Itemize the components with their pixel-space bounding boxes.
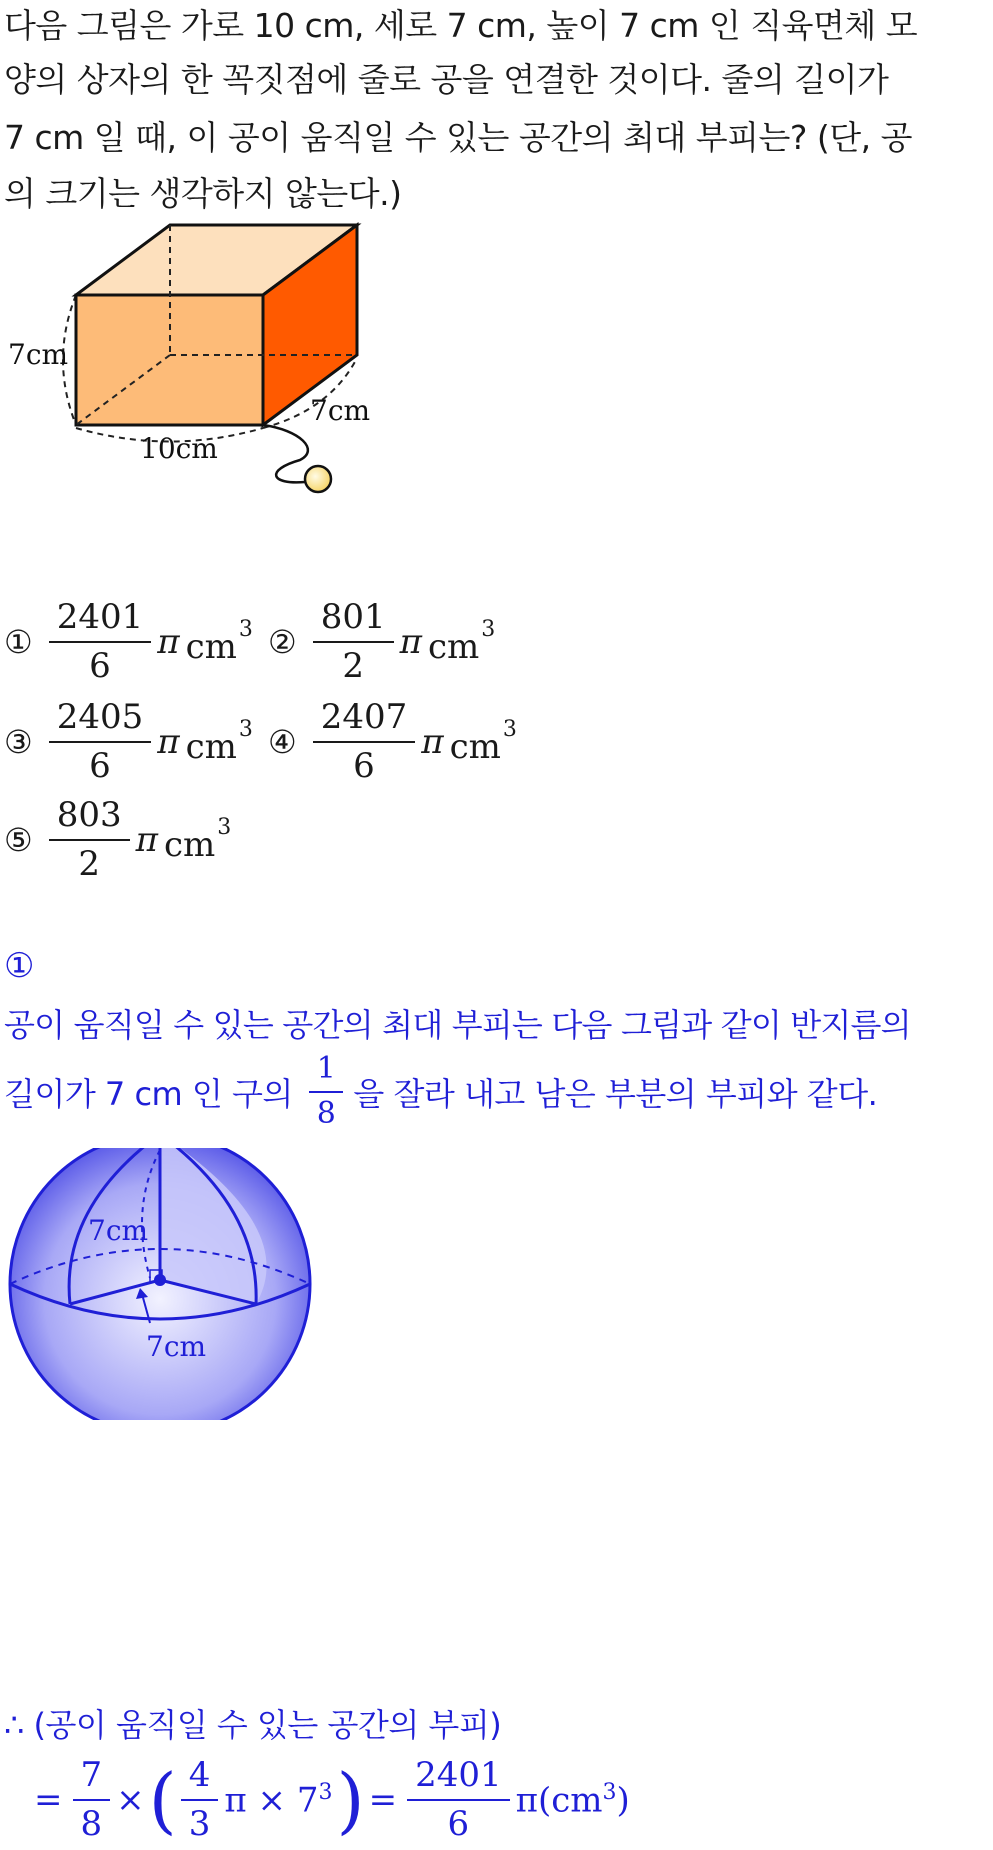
- choice-4[interactable]: [268, 698, 517, 786]
- fraction-7-8: $\frac{7}{8}$: [73, 1756, 111, 1844]
- unit: $cm^3$: [427, 617, 496, 668]
- answer-marker: ①: [4, 946, 35, 986]
- choice-fraction: [313, 698, 416, 786]
- equals-sign-2: =: [368, 1780, 398, 1821]
- denominator: 2: [342, 646, 364, 687]
- choice-fraction: [49, 698, 152, 786]
- question-line-3: 7 cm 일 때, 이 공이 움직일 수 있는 공간의 최대 부피는? (단, 공: [4, 118, 912, 157]
- one-eighth-fraction: $\frac{1}{8}$: [309, 1052, 344, 1131]
- choice-marker: ②: [268, 623, 297, 662]
- numerator: 803: [49, 796, 130, 841]
- choice-3[interactable]: [4, 698, 253, 786]
- therefore-line: ∴ (공이 움직일 수 있는 공간의 부피): [4, 1706, 502, 1744]
- choice-2[interactable]: [268, 598, 495, 686]
- equation-line: [34, 1756, 630, 1844]
- question-line-2: 양의 상자의 한 꼭짓점에 줄로 공을 연결한 것이다. 줄의 길이가: [4, 60, 889, 99]
- explanation-line-2: [4, 1052, 877, 1131]
- sphere-label-horizontal: 7cm: [146, 1330, 207, 1363]
- pi-times-7: $\pi \times 7^3$: [224, 1779, 333, 1821]
- denominator: 6: [89, 646, 111, 687]
- box-figure: [0, 220, 440, 510]
- choice-marker: ⑤: [4, 821, 33, 860]
- label-width: 10cm: [140, 432, 218, 465]
- times-sign: ×: [116, 1780, 145, 1821]
- ball: [305, 466, 331, 492]
- pi-symbol: π: [157, 622, 180, 663]
- sphere-figure: [0, 1148, 320, 1420]
- numerator: 2407: [313, 698, 416, 743]
- center-point: [154, 1274, 166, 1286]
- denominator: 6: [353, 746, 375, 787]
- pi-symbol: π: [399, 622, 422, 663]
- left-paren: (: [148, 1758, 177, 1843]
- denominator: 2: [78, 844, 100, 885]
- unit: $cm^3$: [185, 617, 253, 668]
- equals-sign: =: [34, 1780, 63, 1821]
- choice-fraction: [313, 598, 394, 686]
- explanation-line-2-post: 을 잘라 내고 남은 부분의 부피와 같다.: [353, 1074, 878, 1113]
- sphere-label-vertical: 7cm: [88, 1214, 149, 1247]
- result-unit: $\pi(cm^3)$: [515, 1779, 630, 1821]
- pi-symbol: π: [157, 722, 180, 763]
- fraction-2401-6: $\frac{2401}{6}$: [407, 1756, 510, 1844]
- denominator: 6: [89, 746, 111, 787]
- choice-marker: ③: [4, 723, 33, 762]
- string: [263, 425, 308, 482]
- right-paren: ): [336, 1758, 365, 1843]
- explanation-line-1: 공이 움직일 수 있는 공간의 최대 부피는 다음 그림과 같이 반지름의: [4, 1006, 911, 1044]
- unit: $cm^3$: [449, 717, 517, 768]
- explanation-line-2-pre: 길이가 7 cm 인 구의: [4, 1074, 293, 1113]
- label-height: 7cm: [8, 338, 69, 371]
- choice-fraction: [49, 796, 130, 884]
- choice-marker: ①: [4, 623, 33, 662]
- numerator: 2405: [49, 698, 152, 743]
- pi-symbol: π: [421, 722, 444, 763]
- fraction-4-3: $\frac{4}{3}$: [181, 1756, 219, 1844]
- label-depth: 7cm: [310, 394, 371, 427]
- choice-marker: ④: [268, 723, 297, 762]
- unit: $cm^3$: [185, 717, 253, 768]
- numerator: 2401: [49, 598, 152, 643]
- pi-symbol: π: [135, 820, 158, 861]
- question-line-4: 의 크기는 생각하지 않는다.): [4, 174, 402, 213]
- unit: $cm^3$: [163, 815, 232, 866]
- question-line-1: 다음 그림은 가로 10 cm, 세로 7 cm, 높이 7 cm 인 직육면체 모: [4, 6, 918, 45]
- choice-fraction: [49, 598, 152, 686]
- choice-5[interactable]: [4, 796, 231, 884]
- numerator: 801: [313, 598, 394, 643]
- choice-1[interactable]: [4, 598, 253, 686]
